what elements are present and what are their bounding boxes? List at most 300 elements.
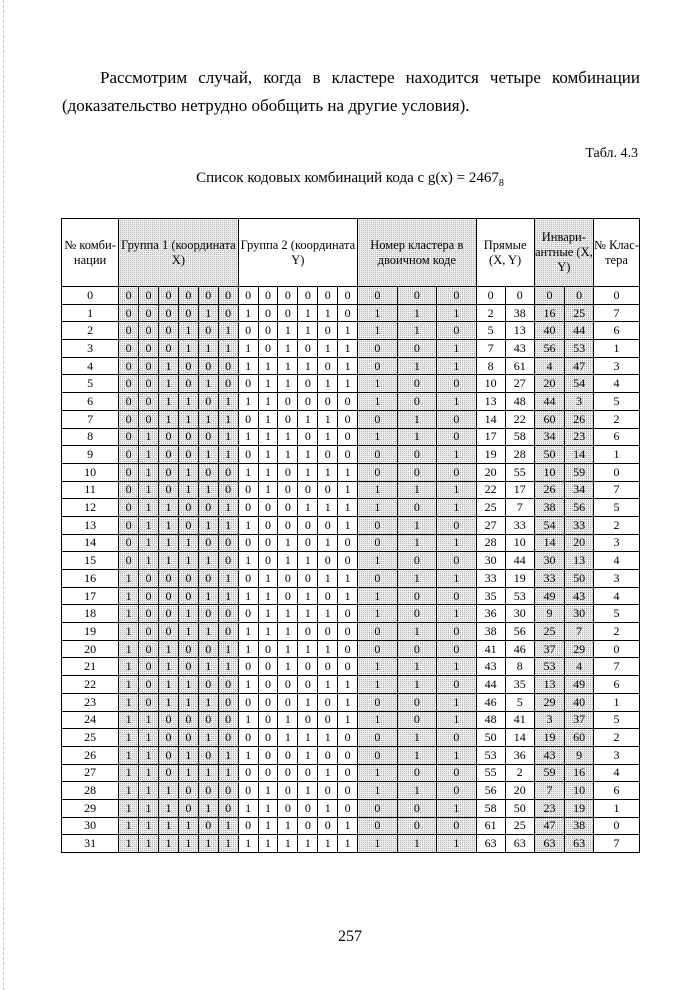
table-cell: 1 [318,499,338,517]
table-cell: 1 [338,676,358,694]
table-cell: 0 [158,711,178,729]
table-cell: 11 [62,481,119,499]
table-cell: 1 [437,340,476,358]
table-row [62,587,640,605]
table-cell: 1 [198,375,218,393]
table-cell: 0 [397,587,437,605]
table-cell: 2 [62,322,119,340]
table-cell: 41 [505,711,534,729]
table-cell: 0 [178,304,198,322]
table-cell: 33 [476,570,505,588]
table-cell: 0 [258,322,278,340]
table-row [62,746,640,764]
table-cell: 20 [62,640,119,658]
table-cell: 37 [565,711,594,729]
table-cell: 1 [178,534,198,552]
header-group2: Группа 2 (координата Y) [238,219,357,287]
table-cell: 28 [62,782,119,800]
table-cell: 0 [338,746,358,764]
table-cell: 0 [198,746,218,764]
table-cell: 1 [238,640,258,658]
table-cell: 0 [278,287,298,305]
table-cell: 1 [258,357,278,375]
table-cell: 14 [62,534,119,552]
table-cell: 0 [358,463,398,481]
table-header-row [62,219,640,287]
table-cell: 0 [238,817,258,835]
table-row [62,676,640,694]
table-cell: 20 [565,534,594,552]
table-cell: 1 [437,446,476,464]
table-cell: 0 [198,817,218,835]
table-cell: 1 [298,322,318,340]
table-cell: 0 [437,764,476,782]
table-cell: 63 [565,835,594,853]
table-cell: 55 [476,764,505,782]
table-cell: 1 [238,799,258,817]
table-cell: 1 [158,516,178,534]
table-cell: 1 [119,782,139,800]
table-cell: 0 [119,322,139,340]
table-cell: 1 [338,516,358,534]
table-cell: 0 [338,764,358,782]
table-cell: 1 [258,446,278,464]
table-cell: 0 [198,357,218,375]
table-cell: 0 [258,746,278,764]
table-cell: 0 [119,393,139,411]
table-cell: 1 [397,835,437,853]
table-cell: 1 [298,463,318,481]
table-cell: 1 [278,605,298,623]
table-cell: 10 [62,463,119,481]
table-cell: 21 [62,658,119,676]
table-cell: 0 [258,711,278,729]
table-cell: 1 [397,481,437,499]
table-cell: 0 [397,287,437,305]
table-cell: 0 [119,499,139,517]
table-cell: 0 [139,605,159,623]
table-cell: 10 [534,463,565,481]
table-cell: 3 [593,357,639,375]
table-cell: 0 [158,304,178,322]
table-cell: 0 [119,481,139,499]
header-direct-xy: Прямые (X, Y) [476,219,534,287]
table-cell: 19 [62,623,119,641]
table-cell: 0 [198,393,218,411]
table-cell: 0 [437,587,476,605]
table-cell: 1 [158,799,178,817]
table-cell: 1 [298,552,318,570]
table-cell: 1 [139,799,159,817]
table-cell: 0 [238,375,258,393]
table-cell: 0 [278,782,298,800]
table-cell: 6 [593,782,639,800]
table-cell: 1 [218,322,238,340]
table-cell: 0 [218,623,238,641]
table-row [62,516,640,534]
table-cell: 5 [593,393,639,411]
table-cell: 3 [62,340,119,358]
table-cell: 1 [198,764,218,782]
table-cell: 0 [437,817,476,835]
table-cell: 1 [278,640,298,658]
table-cell: 0 [318,746,338,764]
table-cell: 0 [218,729,238,747]
table-cell: 0 [437,676,476,694]
table-cell: 7 [534,782,565,800]
table-cell: 63 [505,835,534,853]
table-row [62,570,640,588]
table-cell: 19 [534,729,565,747]
table-cell: 1 [198,729,218,747]
table-cell: 0 [338,552,358,570]
table-cell: 1 [437,835,476,853]
table-cell: 1 [158,410,178,428]
table-row [62,393,640,411]
table-cell: 1 [238,516,258,534]
table-cell: 63 [476,835,505,853]
table-row [62,764,640,782]
table-cell: 0 [218,481,238,499]
table-cell: 0 [258,552,278,570]
table-cell: 1 [178,623,198,641]
table-cell: 1 [198,516,218,534]
table-cell: 0 [158,322,178,340]
table-cell: 60 [565,729,594,747]
table-row [62,322,640,340]
table-cell: 1 [318,605,338,623]
table-cell: 1 [139,817,159,835]
table-cell: 0 [397,711,437,729]
table-cell: 53 [534,658,565,676]
table-cell: 1 [397,729,437,747]
table-cell: 0 [397,799,437,817]
table-row [62,799,640,817]
table-cell: 0 [258,640,278,658]
table-cell: 0 [593,817,639,835]
table-row [62,534,640,552]
table-cell: 1 [278,835,298,853]
table-cell: 54 [565,375,594,393]
table-cell: 0 [338,304,358,322]
table-cell: 0 [119,287,139,305]
table-cell: 0 [318,817,338,835]
table-cell: 3 [534,711,565,729]
table-cell: 20 [505,782,534,800]
table-cell: 0 [338,410,358,428]
table-cell: 0 [178,640,198,658]
page-number: 257 [338,928,362,945]
table-cell: 0 [338,658,358,676]
table-cell: 1 [178,481,198,499]
table-cell: 38 [505,304,534,322]
table-cell: 43 [534,746,565,764]
table-cell: 0 [139,357,159,375]
table-cell: 1 [298,835,318,853]
table-cell: 1 [437,357,476,375]
table-cell: 1 [238,711,258,729]
table-cell: 8 [505,658,534,676]
table-cell: 22 [476,481,505,499]
table-cell: 0 [437,516,476,534]
table-cell: 0 [318,516,338,534]
table-cell: 1 [298,499,318,517]
table-cell: 46 [476,693,505,711]
table-cell: 0 [278,393,298,411]
table-cell: 0 [505,287,534,305]
table-cell: 50 [505,799,534,817]
table-cell: 0 [437,463,476,481]
table-cell: 0 [258,499,278,517]
table-cell: 0 [318,357,338,375]
table-cell: 0 [139,587,159,605]
table-cell: 1 [593,340,639,358]
table-cell: 1 [318,534,338,552]
table-cell: 30 [62,817,119,835]
table-cell: 0 [338,623,358,641]
table-cell: 12 [62,499,119,517]
table-cell: 0 [278,570,298,588]
table-cell: 58 [505,428,534,446]
header-invariant-xy: Инвари-антные (X, Y) [534,219,593,287]
table-cell: 1 [158,552,178,570]
table-cell: 1 [278,357,298,375]
table-cell: 1 [258,835,278,853]
table-cell: 1 [119,570,139,588]
table-cell: 0 [318,782,338,800]
table-cell: 0 [218,552,238,570]
table-cell: 0 [358,357,398,375]
table-cell: 1 [198,552,218,570]
table-cell: 7 [476,340,505,358]
table-cell: 1 [258,375,278,393]
table-cell: 1 [278,658,298,676]
table-cell: 4 [593,764,639,782]
table-cell: 23 [534,799,565,817]
table-cell: 6 [593,676,639,694]
table-cell: 1 [298,640,318,658]
table-cell: 0 [338,287,358,305]
table-cell: 44 [565,322,594,340]
table-cell: 1 [139,552,159,570]
table-cell: 1 [198,693,218,711]
table-cell: 1 [258,817,278,835]
table-cell: 0 [298,534,318,552]
table-cell: 0 [218,782,238,800]
table-cell: 0 [298,817,318,835]
table-cell: 0 [119,552,139,570]
table-number: Табл. 4.3 [585,146,638,161]
table-cell: 1 [218,340,238,358]
table-cell: 0 [238,287,258,305]
table-cell: 0 [119,446,139,464]
table-cell: 1 [593,799,639,817]
table-cell: 1 [437,499,476,517]
table-cell: 16 [565,764,594,782]
table-cell: 0 [358,570,398,588]
table-cell: 1 [358,552,398,570]
table-cell: 1 [139,481,159,499]
table-cell: 1 [139,446,159,464]
table-cell: 1 [158,499,178,517]
table-cell: 0 [358,623,398,641]
table-cell: 1 [119,817,139,835]
table-cell: 1 [338,499,358,517]
table-cell: 43 [565,587,594,605]
table-cell: 1 [139,746,159,764]
table-cell: 1 [397,428,437,446]
table-row [62,499,640,517]
table-cell: 0 [119,516,139,534]
table-row [62,817,640,835]
table-cell: 0 [218,304,238,322]
table-cell: 0 [178,287,198,305]
table-cell: 0 [218,799,238,817]
table-cell: 0 [258,729,278,747]
table-cell: 0 [238,322,258,340]
table-cell: 43 [476,658,505,676]
table-cell: 0 [358,640,398,658]
table-cell: 1 [318,799,338,817]
table-cell: 0 [318,693,338,711]
table-cell: 0 [338,428,358,446]
table-cell: 7 [593,481,639,499]
table-cell: 0 [238,446,258,464]
table-cell: 7 [593,304,639,322]
table-cell: 5 [62,375,119,393]
table-cell: 0 [258,516,278,534]
table-cell: 1 [218,658,238,676]
caption-text: Список кодовых комбинаций кода с g(x) = 2467 [196,170,499,186]
table-cell: 0 [437,287,476,305]
table-cell: 1 [358,304,398,322]
table-cell: 0 [278,693,298,711]
table-cell: 1 [298,605,318,623]
table-cell: 0 [119,340,139,358]
table-cell: 1 [218,640,238,658]
table-row [62,463,640,481]
table-cell: 1 [278,552,298,570]
table-cell: 1 [358,764,398,782]
table-cell: 1 [338,711,358,729]
table-cell: 0 [318,552,338,570]
table-cell: 16 [534,304,565,322]
table-cell: 50 [534,446,565,464]
table-cell: 1 [258,410,278,428]
table-cell: 1 [218,764,238,782]
table-cell: 6 [593,322,639,340]
table-cell: 1 [338,357,358,375]
table-cell: 1 [397,658,437,676]
table-cell: 1 [178,676,198,694]
table-cell: 55 [505,463,534,481]
table-cell: 0 [593,287,639,305]
table-cell: 0 [178,570,198,588]
table-cell: 0 [218,534,238,552]
table-cell: 0 [158,605,178,623]
table-cell: 0 [198,428,218,446]
table-cell: 1 [158,534,178,552]
table-cell: 28 [476,534,505,552]
table-cell: 2 [505,764,534,782]
table-cell: 0 [318,587,338,605]
table-cell: 0 [338,393,358,411]
table-cell: 53 [565,340,594,358]
table-cell: 38 [476,623,505,641]
table-cell: 0 [318,287,338,305]
table-cell: 26 [565,410,594,428]
table-cell: 33 [505,516,534,534]
table-cell: 0 [358,693,398,711]
table-cell: 0 [158,729,178,747]
table-cell: 1 [178,410,198,428]
table-cell: 3 [593,570,639,588]
table-cell: 1 [278,340,298,358]
table-cell: 1 [218,410,238,428]
table-cell: 3 [593,534,639,552]
table-cell: 0 [397,499,437,517]
table-cell: 0 [178,658,198,676]
header-cluster-binary: Номер кластера в двоичном коде [358,219,476,287]
table-cell: 33 [534,570,565,588]
table-cell: 0 [139,410,159,428]
table-cell: 0 [158,428,178,446]
table-cell: 1 [158,357,178,375]
table-cell: 0 [139,375,159,393]
table-cell: 40 [565,693,594,711]
table-cell: 54 [534,516,565,534]
table-cell: 30 [534,552,565,570]
table-cell: 0 [298,340,318,358]
table-cell: 0 [258,534,278,552]
table-cell: 1 [318,463,338,481]
table-cell: 1 [397,304,437,322]
table-row [62,357,640,375]
table-cell: 6 [62,393,119,411]
table-cell: 0 [139,693,159,711]
table-cell: 0 [139,304,159,322]
table-cell: 1 [178,746,198,764]
table-cell: 17 [505,481,534,499]
table-cell: 1 [119,711,139,729]
table-cell: 0 [318,322,338,340]
table-cell: 7 [62,410,119,428]
table-cell: 0 [158,623,178,641]
table-cell: 1 [178,764,198,782]
table-cell: 0 [278,516,298,534]
table-cell: 47 [565,357,594,375]
table-cell: 0 [358,287,398,305]
table-cell: 26 [534,481,565,499]
table-cell: 10 [505,534,534,552]
table-cell: 0 [62,287,119,305]
table-cell: 1 [238,746,258,764]
table-cell: 34 [534,428,565,446]
table-cell: 2 [476,304,505,322]
table-cell: 1 [318,835,338,853]
table-cell: 1 [158,817,178,835]
table-cell: 27 [62,764,119,782]
table-cell: 1 [238,587,258,605]
table-cell: 1 [218,746,238,764]
table-cell: 0 [119,375,139,393]
table-cell: 1 [358,835,398,853]
table-cell: 1 [238,393,258,411]
table-cell: 0 [298,375,318,393]
table-cell: 0 [476,287,505,305]
table-cell: 1 [318,340,338,358]
table-cell: 1 [238,304,258,322]
